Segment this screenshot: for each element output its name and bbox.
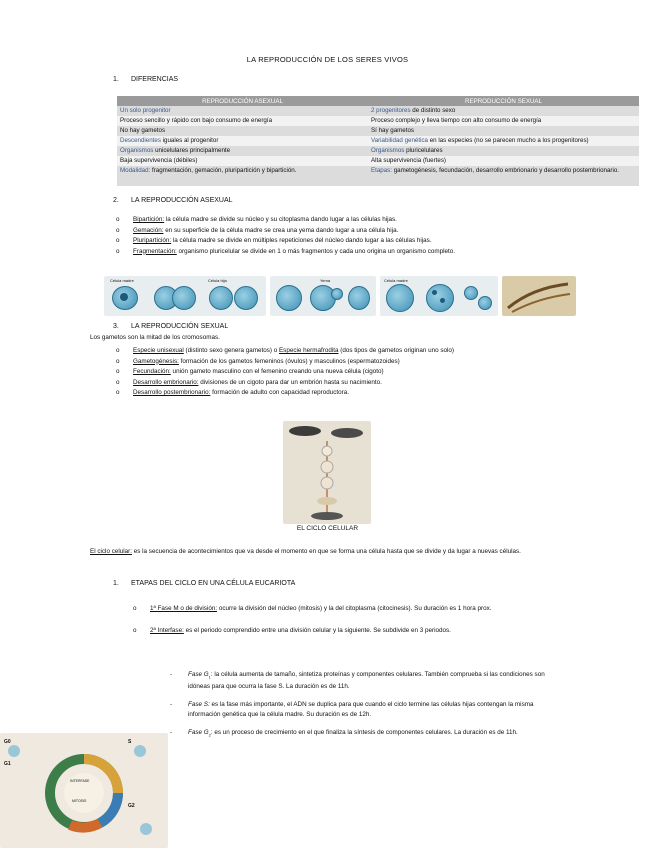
- section-heading-sexual: 3. LA REPRODUCCIÓN SEXUAL: [113, 323, 229, 330]
- table-row: [117, 106, 639, 116]
- section-heading-etapas: 1. ETAPAS DEL CICLO EN UNA CÉLULA EUCARIOTA: [113, 580, 296, 587]
- figure-label-mitosis: MITOSIS: [72, 799, 87, 803]
- list-item: - Fase $G_1$: la célula aumenta de tamaño, sintetiza proteínas y componentes celulares. También comprueba si las condiciones son idóneas para que ocurra la fase S. La duración es de 11h.: [170, 670, 565, 692]
- cell-cycle-figure: [0, 733, 168, 848]
- sexual-list: [116, 346, 552, 399]
- table-cell: Descendientes iguales al progenitor: [117, 136, 368, 146]
- section-heading-diferencias: 1. DIFERENCIAS: [113, 76, 179, 83]
- figure-label-g2: G2: [128, 803, 135, 809]
- table-cell: Baja supervivencia (débiles): [117, 156, 368, 166]
- table-cell: Sí hay gametos: [368, 126, 639, 136]
- page-title: LA REPRODUCCIÓN DE LOS SERES VIVOS: [246, 55, 409, 64]
- fish-cycle-icon: [283, 421, 371, 524]
- list-item: o Gemación: en su superficie de la célula madre se crea una yema dando lugar a una célula hija.: [116, 226, 640, 237]
- table-cell: Un solo progenitor: [117, 106, 368, 116]
- table-cell: Etapas: gametogénesis, fecundación, desarrollo embrionario y desarrollo postembrionario.: [368, 166, 639, 186]
- table-cell: Alta supervivencia (fuertes): [368, 156, 639, 166]
- phases-list: [170, 670, 565, 749]
- cell-cycle-diagram-icon: [0, 733, 168, 848]
- table-row: [117, 156, 639, 166]
- table-header-sexual: REPRODUCCIÓN SEXUAL: [368, 96, 639, 106]
- fish-lifecycle-figure: [283, 421, 371, 524]
- cell-cycle-title: EL CICLO CELULAR: [296, 525, 359, 532]
- table-cell: Proceso complejo y lleva tiempo con alto consumo de energía: [368, 116, 639, 126]
- bipartition-figure: [104, 276, 266, 316]
- list-item: o Fecundación: unión gameto masculino con el femenino creando una nueva célula (cigoto): [116, 367, 552, 378]
- table-row: [117, 116, 639, 126]
- cell-cycle-definition: El ciclo celular: es la secuencia de acontecimientos que va desde el momento en que se forma una célula hasta que se divide y da lugar a nuevas células.: [90, 548, 521, 555]
- list-item: o Especie unisexual (distinto sexo genera gametos) o Especie hermafrodita (dos tipos de gametos originan uno solo): [116, 346, 552, 357]
- table-header-asexual: REPRODUCCIÓN ASEXUAL: [117, 96, 368, 106]
- pluripartition-figure: [380, 276, 498, 316]
- table-cell: No hay gametos: [117, 126, 368, 136]
- table-cell: Proceso sencillo y rápido con bajo consumo de energía: [117, 116, 368, 126]
- table-cell: 2 progenitores de distinto sexo: [368, 106, 639, 116]
- table-row: [117, 126, 639, 136]
- list-item: o 2ª Interfase: es el periodo comprendido entre una división celular y la siguiente. Se subdivide en 3 periodos.: [133, 625, 565, 636]
- section-heading-asexual: 2. LA REPRODUCCIÓN ASEXUAL: [113, 197, 233, 204]
- table-cell: Variabilidad genética en las especies (no se parecen mucho a los progenitores): [368, 136, 639, 146]
- table-cell: Organismos pluricelulares: [368, 146, 639, 156]
- list-item: o Bipartición: la célula madre se divide su núcleo y su citoplasma dando lugar a las células hijas.: [116, 215, 640, 226]
- figure-label: Célula madre: [384, 278, 408, 283]
- fragmentation-figure: [502, 276, 576, 316]
- list-item: o Desarrollo embrionario: divisiones de un cigoto para dar un embrión hasta su nacimiento.: [116, 378, 552, 389]
- table-cell: Organismos unicelulares principalmente: [117, 146, 368, 156]
- table-cell: Modalidad: fragmentación, gemación, pluripartición y bipartición.: [117, 166, 368, 186]
- list-item: - Fase $G_2$: es un proceso de crecimiento en el que finaliza la síntesis de componentes celulares. La duración es de 11h.: [170, 728, 565, 740]
- figure-label-interfase: INTERFASE: [70, 779, 90, 783]
- list-item: o Fragmentación: organismo pluricelular se divide en 1 o más fragmentos y cada uno origina un organismo completo.: [116, 247, 640, 258]
- figure-label: Célula madre: [110, 278, 134, 283]
- list-item: o Desarrollo postembrionario: formación de adulto con capacidad reproductora.: [116, 388, 552, 399]
- figure-label-g1: G1: [4, 761, 11, 767]
- table-row: [117, 166, 639, 186]
- table-header-row: [117, 96, 639, 106]
- list-item: o Pluripartición: la célula madre se divide en múltiples repeticiones del núcleo dando lugar a las células hijas.: [116, 236, 640, 247]
- table-row: [117, 136, 639, 146]
- budding-figure: [270, 276, 376, 316]
- sexual-intro: Los gametos son la mitad de los cromosomas.: [90, 334, 220, 341]
- list-item: o Gametogénesis: formación de los gametos femeninos (óvulos) y masculinos (espermatozoides): [116, 357, 552, 368]
- list-item: - Fase S: es la fase más importante, el ADN se duplica para que cuando el ciclo termine las células hijas contengan la misma información genética que la célula madre. Su duración es de 12h.: [170, 700, 565, 720]
- list-item: o 1ª Fase M o de división: ocurre la división del núcleo (mitosis) y la del citoplasma (citocinesis). Su duración es 1 hora prox.: [133, 603, 565, 614]
- stages-list: [133, 603, 565, 636]
- asexual-list: [116, 215, 640, 257]
- figure-label: Célula hija: [208, 278, 227, 283]
- worm-icon: [502, 276, 576, 316]
- figure-label: Yema: [320, 278, 331, 283]
- comparison-table: [117, 96, 639, 186]
- table-row: [117, 146, 639, 156]
- figure-label-g0: G0: [4, 739, 11, 745]
- figure-label-s: S: [128, 739, 132, 745]
